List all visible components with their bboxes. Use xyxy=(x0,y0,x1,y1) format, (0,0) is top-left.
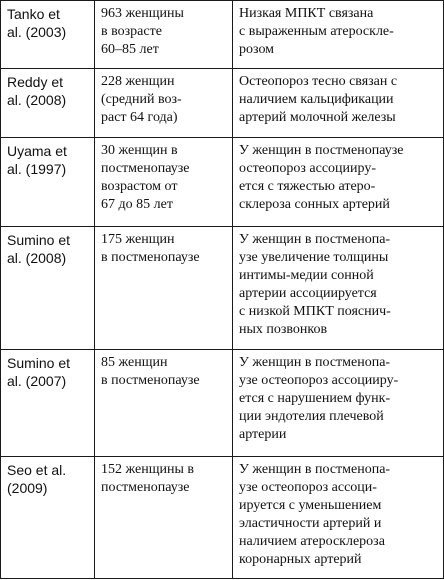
table-row xyxy=(1,138,444,227)
cohort-cell: 228 женщин (средний воз- раст 64 года) xyxy=(95,69,233,138)
table-row xyxy=(1,457,444,579)
table-row xyxy=(1,1,444,69)
cohort-cell: 152 женщины в постменопаузе xyxy=(95,457,233,579)
author-cell: Sumino et al. (2007) xyxy=(1,350,95,457)
finding-cell: У женщин в постменопаузе остеопороз ассоцииру- ется с тяжестью атеро- склероза сонных артерий xyxy=(233,138,444,227)
table-row xyxy=(1,227,444,350)
finding-cell: У женщин в постменопа- узе остеопороз ассоци- ируется с уменьшением эластичности артерий и наличием атеросклероза коронарных артерий xyxy=(233,457,444,579)
finding-cell: Остеопороз тесно связан с наличием кальцификации артерий молочной железы xyxy=(233,69,444,138)
cohort-cell: 85 женщин в постменопаузе xyxy=(95,350,233,457)
author-cell: Sumino et al. (2008) xyxy=(1,227,95,350)
author-cell: Tanko et al. (2003) xyxy=(1,1,95,69)
cohort-cell: 175 женщин в постменопаузе xyxy=(95,227,233,350)
table-row xyxy=(1,69,444,138)
finding-cell: У женщин в постменопа- узе увеличение толщины интимы-медии сонной артерии ассоциируется с низкой МПКТ пояснич- ных позвонков xyxy=(233,227,444,350)
table-row xyxy=(1,350,444,457)
finding-cell: Низкая МПКТ связана с выраженным атероскле- розом xyxy=(233,1,444,69)
author-cell: Uyama et al. (1997) xyxy=(1,138,95,227)
cohort-cell: 30 женщин в постменопаузе возрастом от 67 до 85 лет xyxy=(95,138,233,227)
finding-cell: У женщин в постменопа- узе остеопороз ассоцииру- ется с нарушением функ- ции эндотелия плечевой артерии xyxy=(233,350,444,457)
author-cell: Seo et al. (2009) xyxy=(1,457,95,579)
cohort-cell: 963 женщины в возрасте 60–85 лет xyxy=(95,1,233,69)
author-cell: Reddy et al. (2008) xyxy=(1,69,95,138)
